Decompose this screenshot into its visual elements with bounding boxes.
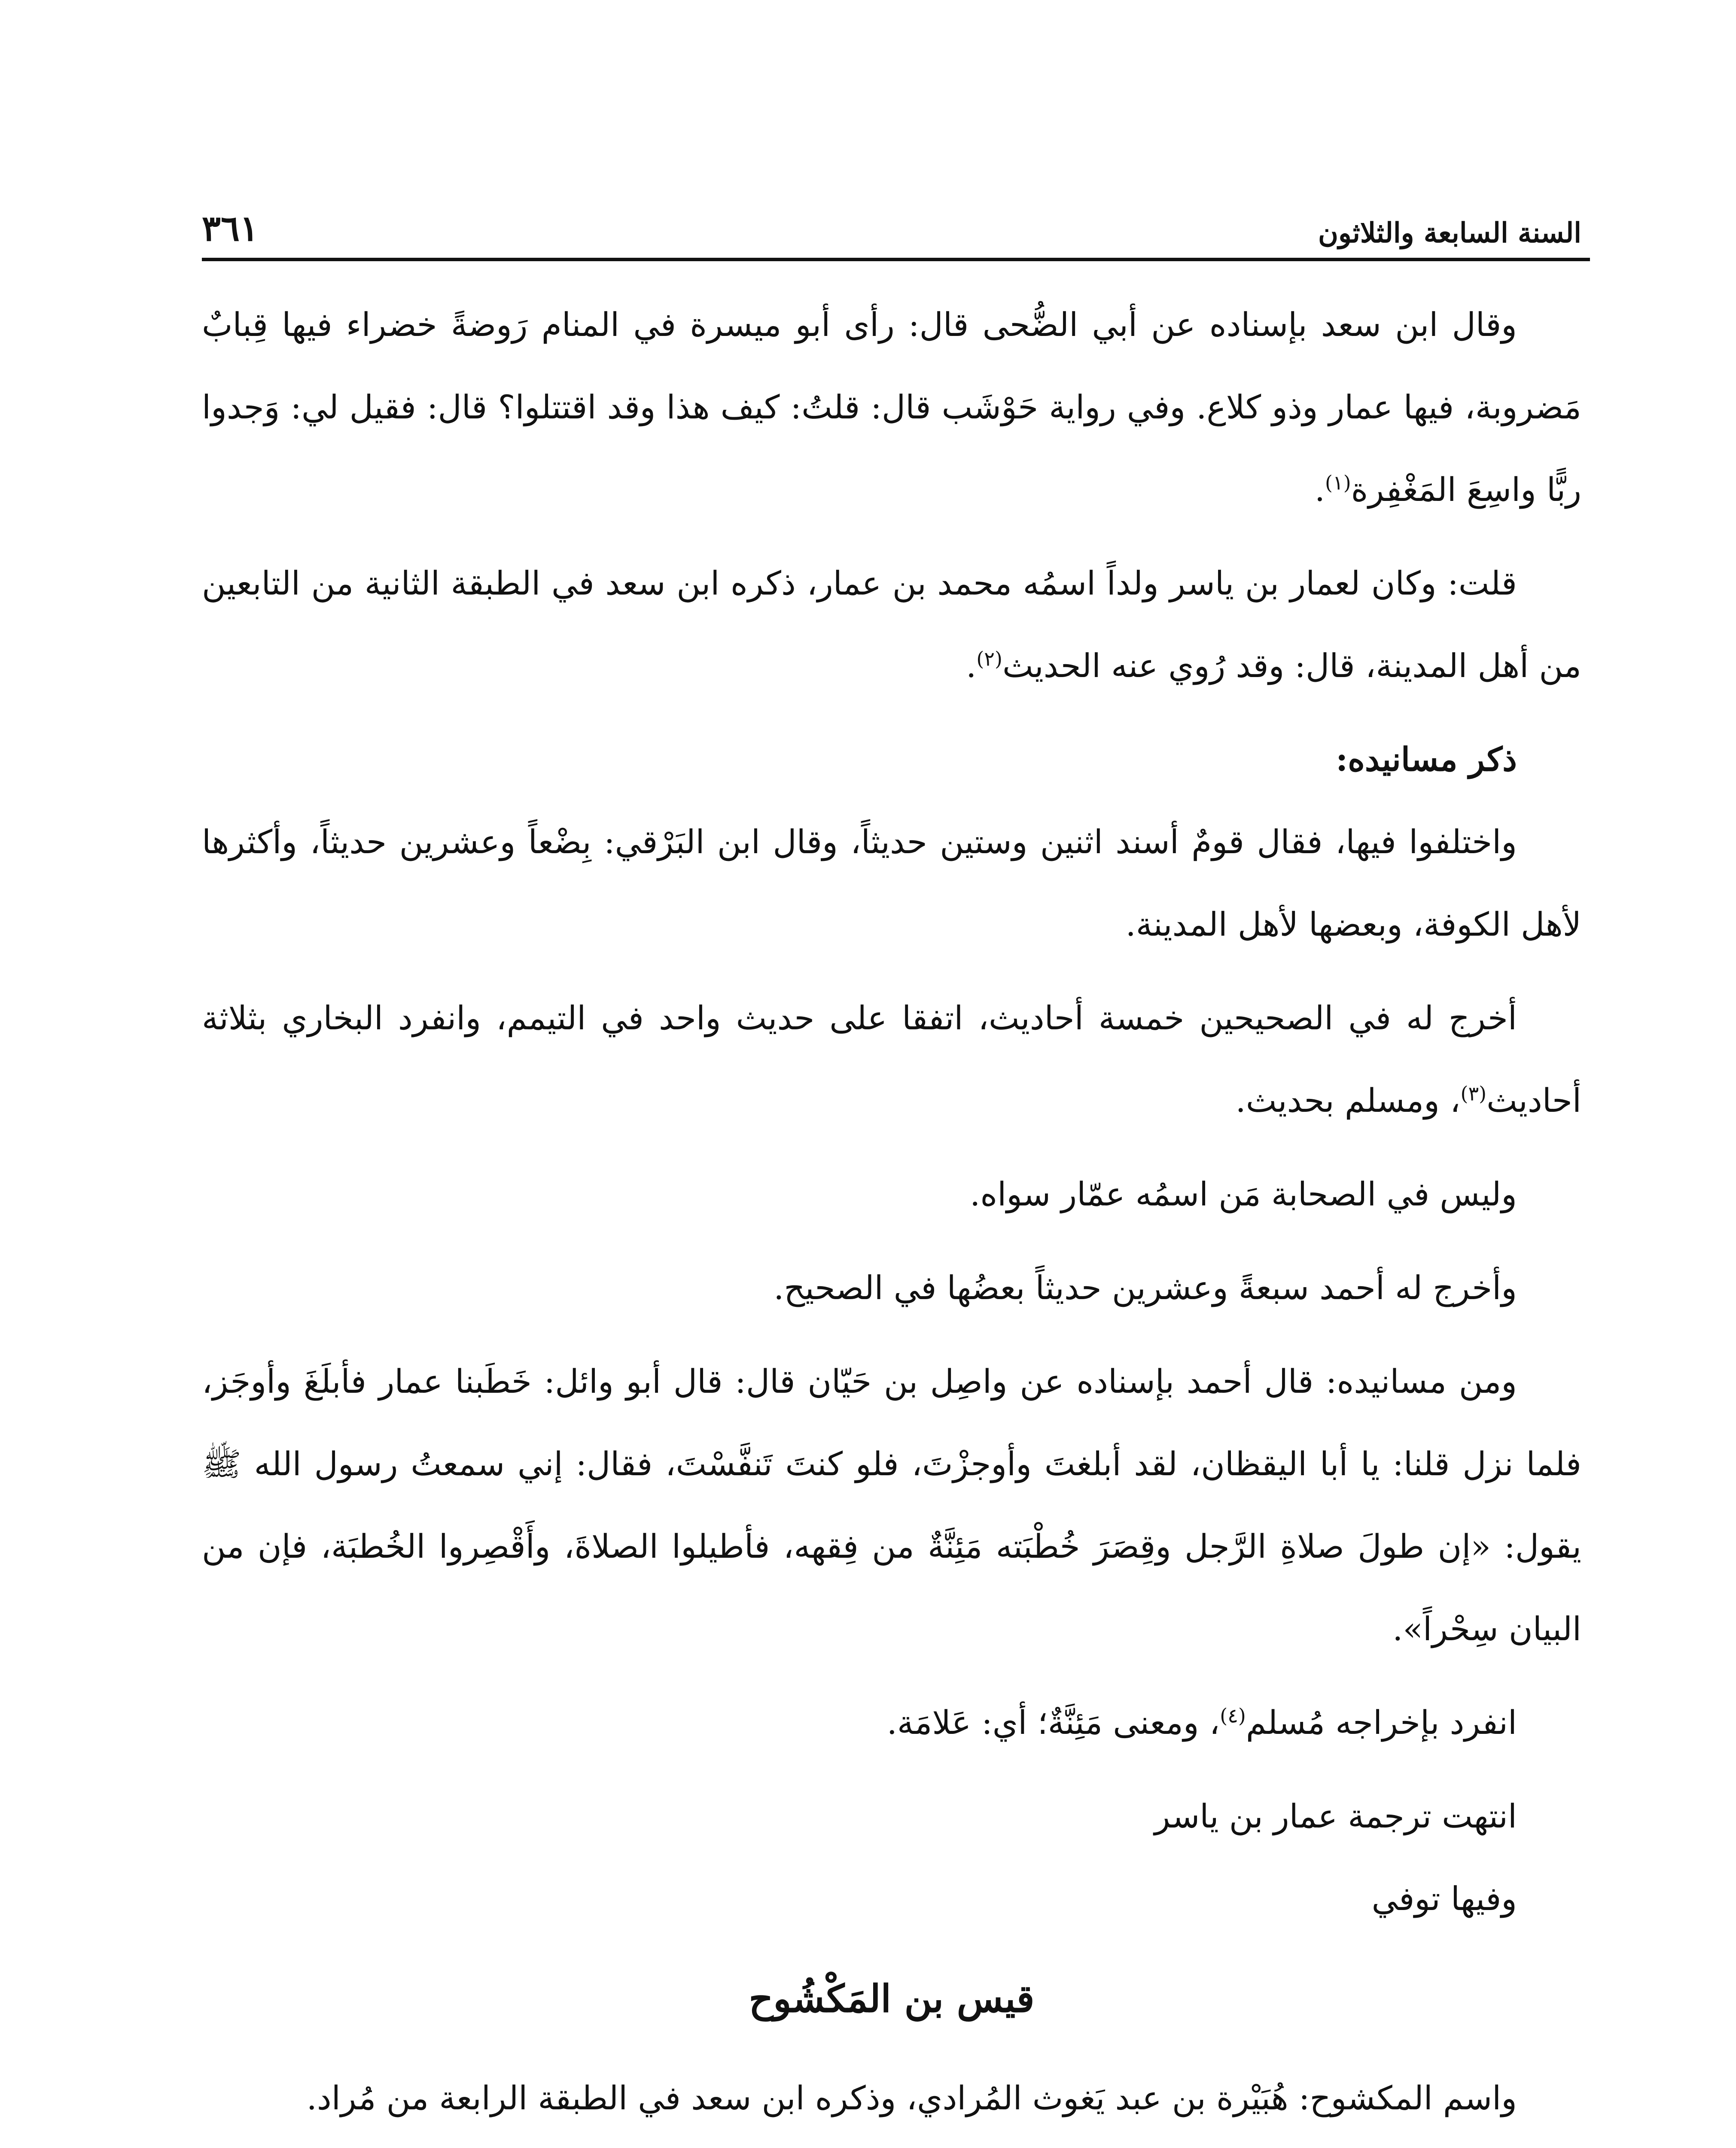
header-rule <box>202 258 1590 261</box>
paragraph: وأخرج له أحمد سبعةً وعشرين حديثاً بعضُها في الصحيح. <box>774 1269 1517 1307</box>
paragraph-text: قلت: وكان لعمار بن ياسر ولداً اسمُه محمد بن عمار، ذكره ابن سعد في الطبقة الثانية من التابعين من أهل المدينة، قال: وقد رُوي عنه الحديث <box>202 564 1581 685</box>
paragraph-end: . <box>966 647 977 685</box>
paragraph: واختلفوا فيها، فقال قومٌ أسند اثنين وستين حديثاً، وقال ابن البَرْقي: بِضْعاً وعشرين حديثاً، وأكثرها لأهل الكوفة، وبعضها لأهل المدينة. <box>202 823 1581 943</box>
paragraph-text: وقال ابن سعد بإسناده عن أبي الضُّحى قال: رأى أبو ميسرة في المنام رَوضةً خضراء فيها قِبابٌ مَضروبة، فيها عمار وذو كلاع. وفي رواية حَوْشَب قال: قلتُ: كيف هذا وقد اقتتلوا؟ قال: فقيل لي: وَجدوا ربًّا واسِعَ المَغْفِرة <box>202 305 1581 509</box>
paragraph-end: . <box>1314 470 1325 509</box>
paragraph-end: ، ومعنى مَئِنَّةٌ؛ أي: عَلامَة. <box>886 1703 1220 1742</box>
paragraph: وليس في الصحابة مَن اسمُه عمّار سواه. <box>970 1175 1517 1213</box>
main-text <box>202 284 1581 2148</box>
paragraph-end: ، ومسلم بحديث. <box>1235 1081 1461 1120</box>
paragraph-text: أخرج له في الصحيحين خمسة أحاديث، اتفقا على حديث واحد في التيمم، وانفرد البخاري بثلاثة أحاديث <box>202 999 1581 1120</box>
paragraph: انتهت ترجمة عمار بن ياسر <box>1154 1797 1517 1835</box>
paragraph <box>202 977 1581 1142</box>
section-heading: ذكر مسانيده: <box>1336 740 1517 778</box>
chapter-title: السنة السابعة والثلاثون <box>1318 217 1581 249</box>
section-title: قيس بن المَكْشُوح <box>749 1976 1035 2021</box>
paragraph <box>202 1681 1581 1764</box>
paragraph <box>202 542 1581 707</box>
paragraph <box>202 284 1581 531</box>
footnote-ref: (٤) <box>1220 1704 1246 1727</box>
paragraph-text: انفرد بإخراجه مُسلم <box>1246 1703 1517 1742</box>
paragraph: وفيها توفي <box>1371 1880 1517 1918</box>
footnote-ref: (٢) <box>976 647 1002 671</box>
footnote-ref: (١) <box>1325 471 1351 494</box>
footnote-ref: (٣) <box>1460 1082 1487 1105</box>
page-number: ٣٦١ <box>202 208 259 249</box>
running-header <box>202 176 1581 249</box>
paragraph: واسم المكشوح: هُبَيْرة بن عبد يَغوث المُرادي، وذكره ابن سعد في الطبقة الرابعة من مُراد. <box>306 2079 1517 2117</box>
paragraph: ومن مسانيده: قال أحمد بإسناده عن واصِل بن حَيّان قال: قال أبو وائل: خَطَبنا عمار فأبلَغَ وأوجَز، فلما نزل قلنا: يا أبا اليقظان، لقد أبلغتَ وأوجزْتَ، فلو كنتَ تَنفَّسْتَ، فقال: إني سمعتُ رسول الله ﷺ يقول: «إن طولَ صلاةِ الرَّجل وقِصَرَ خُطْبَته مَئِنَّةٌ من فِقهه، فأطيلوا الصلاةَ، وأَقْصِروا الخُطبَة، فإن من البيان سِحْراً». <box>202 1362 1581 1648</box>
